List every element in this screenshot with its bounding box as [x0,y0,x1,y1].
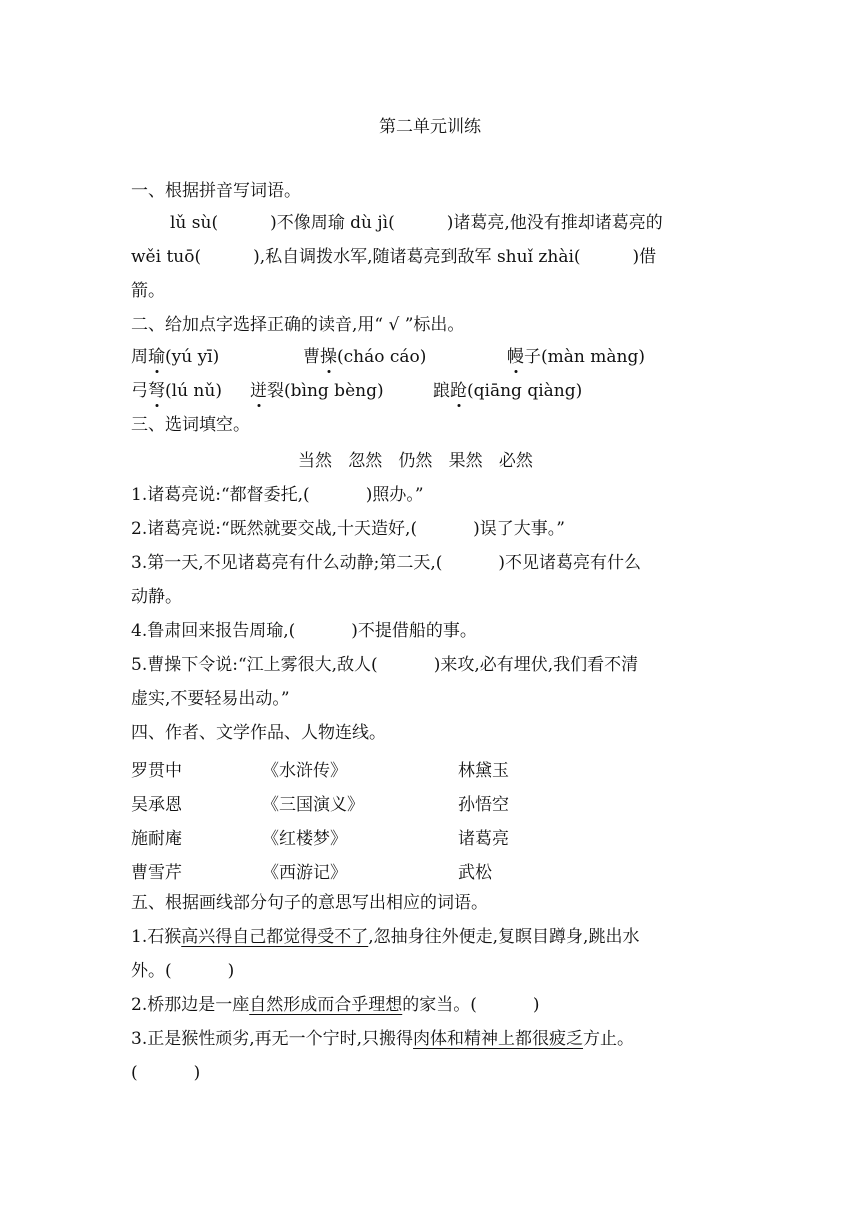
underline-question-1-cont [131,960,234,982]
text-segment: )不像周瑜 dù jì( [270,213,395,233]
underline-question-1 [131,926,639,948]
pronunciation-options[interactable]: 裂(bìng bèng) [267,381,384,401]
pronunciation-options[interactable]: (qiāng qiàng) [467,381,583,401]
pronunciation-item [433,380,582,402]
dotted-character: 幔 [507,347,524,367]
text-segment: 4.鲁肃回来报告周瑜,( [131,621,296,641]
pronunciation-item [303,346,426,368]
work-item[interactable]: 《西游记》 [262,863,347,883]
pronunciation-options[interactable]: (cháo cáo) [337,347,427,367]
pronunciation-row-1 [131,346,219,368]
author-item[interactable]: 吴承恩 [131,795,182,815]
fill-question-4 [131,620,477,642]
text-segment: ) [532,995,540,1015]
text-segment: ( [131,1063,138,1083]
text-segment: 踉 [433,381,450,401]
author-item[interactable]: 曹雪芹 [131,863,182,883]
text-segment: )误了大事。” [473,519,565,539]
text-segment: 曹 [303,347,320,367]
fill-question-5 [131,654,638,676]
text-segment: )不见诸葛亮有什么 [498,553,642,573]
section-4-heading: 四、作者、文学作品、人物连线。 [131,723,386,743]
pronunciation-options[interactable]: (yú yī) [165,347,220,367]
work-item[interactable]: 《水浒传》 [262,761,347,781]
text-segment: )不提借船的事。 [351,621,477,641]
fill-question-1 [131,484,424,506]
text-segment: ) [193,1063,201,1083]
text-segment: 的家当。( [402,995,477,1015]
text-segment: ) [227,961,235,981]
work-item[interactable]: 《三国演义》 [262,795,364,815]
section-1-heading: 一、根据拼音写词语。 [131,181,301,201]
text-segment: 3.正是猴性顽劣,再无一个宁时,只搬得 [131,1029,414,1049]
pronunciation-item [507,346,645,368]
text-segment: 弓 [131,381,148,401]
fill-question-2 [131,518,565,540]
fill-question-5-cont: 虚实,不要轻易出动。” [131,689,290,709]
text-segment: 5.曹操下令说:“江上雾很大,敌人( [131,655,378,675]
text-segment: 3.第一天,不见诸葛亮有什么动静;第二天,( [131,553,443,573]
dotted-character: 操 [320,347,337,367]
pinyin-line-3: 箭。 [131,281,165,301]
character-item[interactable]: 孙悟空 [458,795,509,815]
text-segment: 1.诸葛亮说:“都督委托,( [131,485,310,505]
dotted-character: 弩 [148,381,165,401]
pinyin-line-2 [131,246,656,268]
character-item[interactable]: 武松 [458,863,492,883]
text-segment: )照办。” [365,485,424,505]
character-item[interactable]: 诸葛亮 [458,829,509,849]
text-segment: )诸葛亮,他没有推却诸葛亮的 [446,213,663,233]
pronunciation-options[interactable]: (lú nǔ) [165,381,222,401]
text-segment: 1.石猴 [131,927,182,947]
text-segment: wěi tuō( [131,247,202,267]
text-segment: )借 [632,247,657,267]
pronunciation-options[interactable]: 子(màn màng) [524,347,645,367]
section-2-heading: 二、给加点字选择正确的读音,用“ √ ”标出。 [131,315,465,335]
underlined-phrase: 肉体和精神上都很疲乏 [413,1029,584,1049]
text-segment: lǔ sù( [170,213,219,233]
underlined-phrase: 自然形成而合乎理想 [249,995,403,1015]
character-item[interactable]: 林黛玉 [458,761,509,781]
author-item[interactable]: 施耐庵 [131,829,182,849]
dotted-character: 瑜 [148,347,165,367]
text-segment: )来攻,必有埋伏,我们看不清 [433,655,639,675]
text-segment: ),私自调拨水军,随诸葛亮到敌军 shuǐ zhài( [253,247,581,267]
underline-question-2 [131,994,540,1016]
text-segment: 2.诸葛亮说:“既然就要交战,十天造好,( [131,519,418,539]
text-segment: 外。( [131,961,172,981]
text-segment: ,忽抽身往外便走,复瞑目蹲身,跳出水 [368,927,640,947]
text-segment: 2.桥那边是一座 [131,995,250,1015]
pronunciation-row-2 [131,380,222,402]
word-options: 当然 忽然 仍然 果然 必然 [298,451,533,471]
work-item[interactable]: 《红楼梦》 [262,829,347,849]
section-3-heading: 三、选词填空。 [131,415,250,435]
fill-question-3-cont: 动静。 [131,587,182,607]
fill-question-3 [131,552,641,574]
underlined-phrase: 高兴得自己都觉得受不了 [181,927,369,947]
underline-question-3-cont [131,1062,200,1084]
dotted-character: 跄 [450,381,467,401]
underline-question-3 [131,1028,634,1050]
section-5-heading: 五、根据画线部分句子的意思写出相应的词语。 [131,893,488,913]
author-item[interactable]: 罗贯中 [131,761,182,781]
pinyin-line-1 [170,212,663,234]
text-segment: 周 [131,347,148,367]
pronunciation-item [250,380,384,402]
dotted-character: 迸 [250,381,267,401]
page-title: 第二单元训练 [379,117,481,137]
text-segment: 方止。 [583,1029,635,1049]
